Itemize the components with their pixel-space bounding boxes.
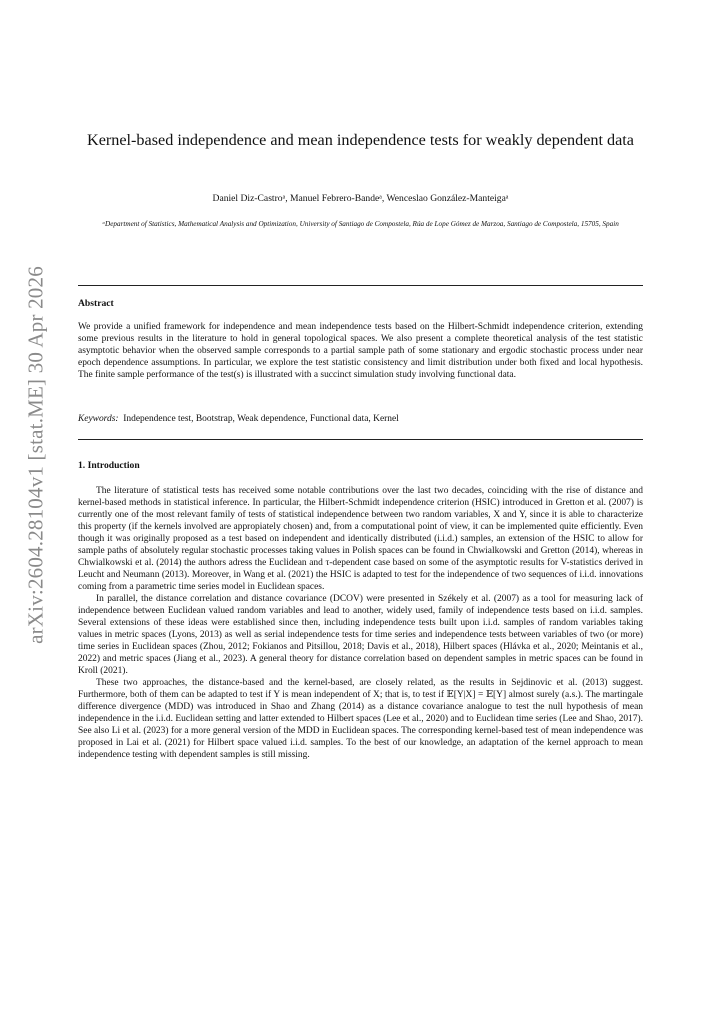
keywords-label: Keywords: <box>78 414 119 424</box>
top-rule <box>78 285 643 286</box>
arxiv-watermark <box>22 266 50 644</box>
author-list: Daniel Diz-Castroᵃ, Manuel Febrero-Bandeᵃ, Wenceslao González-Manteigaᵃ <box>212 193 509 204</box>
paragraph: These two approaches, the distance-based and the kernel-based, are closely related, as the results in Sejdinovic et al. (2013) suggest. Furthermore, both of them can be adapted to test if Y is mean independent of X; that is, to test if 𝔼[Y|X] = 𝔼[Y] almost surely (a.s.). The martingale difference divergence (MDD) was introduced in Shao and Zhang (2014) as a distance covariance analogue to test the null hypothesis of mean independence in the i.i.d. Euclidean setting and latter extended to Hilbert spaces (Lee et al., 2020) and to Euclidean time series (Lee and Shao, 2017). See also Li et al. (2023) for a more general version of the MDD in Euclidean spaces. The corresponding kernel-based test of mean independence was proposed in Lai et al. (2021) for Hilbert space valued i.i.d. samples. To the best of our knowledge, an adaptation of the kernel approach to mean independence testing with dependent samples is still missing. <box>78 678 643 760</box>
paper-title: Kernel-based independence and mean independence tests for weakly dependent data <box>87 131 634 149</box>
introduction-body <box>78 485 643 761</box>
abstract-heading: Abstract <box>78 298 114 309</box>
arxiv-stamp-text: arXiv:2604.28104v1 [stat.ME] 30 Apr 2026 <box>23 266 48 644</box>
bottom-rule <box>78 439 643 440</box>
keywords <box>78 414 643 424</box>
affiliation: ᵃDepartment of Statistics, Mathematical Analysis and Optimization, University of Santiago de Compostela, Rúa de Lope Gómez de Marzoa, Santiago de Compostela, 15705, Spain <box>102 220 619 228</box>
keywords-text: Independence test, Bootstrap, Weak dependence, Functional data, Kernel <box>123 414 399 424</box>
paragraph: In parallel, the distance correlation and distance covariance (DCOV) were presented in Székely et al. (2007) as a tool for measuring lack of independence between Euclidean valued random variables and lead to another, widely used, family of independence tests based on i.i.d. samples. Several extensions of these ideas were established since then, including independence tests built upon i.i.d. samples of random variables taking values in metric spaces (Lyons, 2013) as well as serial independence tests for time series and independence tests between variables of two (or more) time series in Euclidean spaces (Zhou, 2012; Fokianos and Pitsillou, 2018; Davis et al., 2018), Hilbert spaces (Hlávka et al., 2020; Meintanis et al., 2022) and metric spaces (Jiang et al., 2023). A general theory for distance correlation based on dependent samples in metric spaces can be found in Kroll (2021). <box>78 594 643 676</box>
abstract-text: We provide a unified framework for independence and mean independence tests based on the Hilbert-Schmidt independence criterion, extending some previous results in the literature to hold in general topological spaces. We also present a complete theoretical analysis of the test statistic asymptotic behavior when the observed sample corresponds to a partial sample path of some stationary and ergodic stochastic process under near epoch dependence assumptions. In particular, we explore the test statistic consistency and limit distribution under both fixed and local hypothesis. The finite sample performance of the test(s) is illustrated with a succinct simulation study involving functional data. <box>78 322 643 380</box>
paragraph: The literature of statistical tests has received some notable contributions over the last two decades, coinciding with the rise of distance and kernel-based methods in statistical inference. In particular, the Hilbert-Schmidt independence criterion (HSIC) introduced in Gretton et al. (2007) is currently one of the most relevant family of tests of statistical independence between two random variables, X and Y, since it is able to characterize this property (if the kernels involved are appropiately chosen) and, from a computational point of view, it can be implemented quite efficiently. Even though it was originally proposed as a test based on independent and identically distributed (i.i.d.) samples, an extension of the HSIC to allow for sample paths of absolutely regular stochastic processes taking values in Polish spaces can be found in Chwialkowski and Gretton (2014), whereas in Chwialkowski et al. (2014) the authors adress the Euclidean and τ-dependent case based on some of the asymptotic results for V-statistics derived in Leucht and Neumann (2013). Moreover, in Wang et al. (2021) the HSIC is adapted to test for the independence of two sequences of i.i.d. innovations coming from a parametric time series model in Euclidean spaces. <box>78 486 643 592</box>
section-heading: 1. Introduction <box>78 460 140 471</box>
